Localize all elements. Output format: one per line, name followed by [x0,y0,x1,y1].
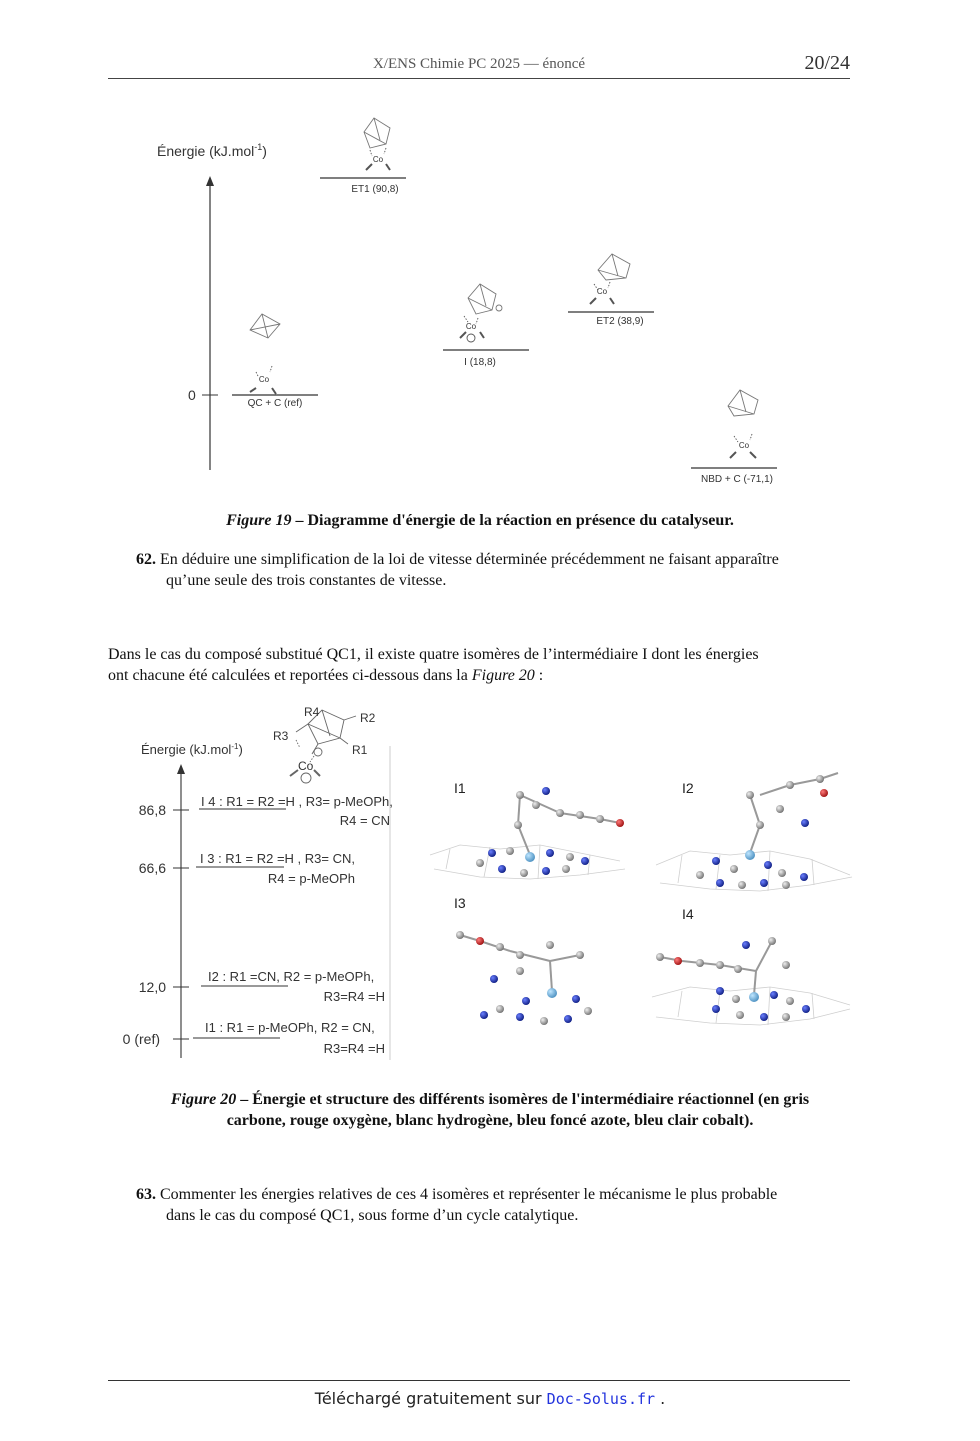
figure20-energy-diagram [108,698,398,1068]
doc-solus-link[interactable]: Doc-Solus.fr [546,1390,656,1408]
isomer-structure-i2 [656,773,852,891]
isomer-level-i4 [139,794,393,828]
svg-text:R3: R3 [273,729,289,743]
svg-text:I1: I1 [454,780,466,796]
figure19-level-qc [232,314,318,409]
svg-text:I 3 : R1 = R2 =H , R3= CN,: I 3 : R1 = R2 =H , R3= CN, [200,851,355,866]
norbornadiene-molecule-icon [598,254,630,280]
paragraph-line1: Dans le cas du composé substitué QC1, il existe quatre isomères de l’intermédiaire I dont les énergies [108,646,759,663]
svg-text:R3=R4 =H: R3=R4 =H [323,989,385,1004]
question-62-line2: qu’une seule des trois constantes de vitesse. [166,572,447,589]
svg-text:R4 = CN: R4 = CN [339,813,390,828]
isomer-level-i3 [139,851,355,886]
svg-text:I 4 : R1 = R2 =H , R3= p-MeOPh: I 4 : R1 = R2 =H , R3= p-MeOPh, [201,794,393,809]
svg-text:ET1 (90,8): ET1 (90,8) [351,184,399,195]
svg-text:12,0: 12,0 [138,979,166,995]
figure19-level-i [443,284,529,368]
page-header [108,52,850,79]
figure20-molecular-structures [420,765,860,1065]
figure20-ylabel: Énergie (kJ.mol$^{-1}$) [141,742,243,757]
svg-text:I2 : R1 =CN, R2 = p-MeOPh,: I2 : R1 =CN, R2 = p-MeOPh, [208,969,375,984]
svg-text:I4: I4 [682,906,694,922]
figure19-level-nbd [691,390,777,485]
intermediate-molecule-icon [468,284,502,314]
figure20-axis-arrow-icon [177,764,185,774]
question-63-line2: dans le cas du composé QC1, sous forme d’un cycle catalytique. [166,1207,579,1224]
question-63-number: 63. [136,1186,156,1203]
figure19-caption: Figure 19 – Diagramme d'énergie de la réaction en présence du catalyseur. [226,512,734,529]
isomer-structure-i4 [652,906,850,1025]
norbornadiene-molecule-icon [364,118,390,148]
question-63-line1: Commenter les énergies relatives de ces 4 isomères et représenter le mécanisme le plus probable [160,1186,778,1203]
svg-text:Co: Co [298,759,314,773]
figure19-axis-arrow-icon [206,176,214,186]
svg-text:Co: Co [738,441,750,450]
svg-text:R1: R1 [352,743,368,757]
question-63 [136,1184,856,1205]
figure19-energy-diagram [150,110,830,500]
question-62-line1: En déduire une simplification de la loi de vitesse déterminée précédemment ne faisant apparaître [160,551,779,568]
svg-text:I2: I2 [682,780,694,796]
svg-text:NBD + C (-71,1): NBD + C (-71,1) [701,474,773,485]
norbornadiene-molecule-icon [728,390,758,416]
svg-text:QC + C (ref): QC + C (ref) [247,398,303,409]
svg-text:R3=R4 =H: R3=R4 =H [323,1041,385,1056]
header-title: X/ENS Chimie PC 2025 — énoncé [372,56,586,72]
figure19-level-et1 [320,118,406,195]
svg-text:I1 : R1 = p-MeOPh, R2 = CN,: I1 : R1 = p-MeOPh, R2 = CN, [205,1020,375,1035]
svg-text:0 (ref): 0 (ref) [122,1031,160,1047]
paragraph-line2: ont chacune été calculées et reportées ci-dessous dans la Figure 20 : [108,667,544,684]
svg-text:Co: Co [465,322,477,331]
svg-text:I3: I3 [454,895,466,911]
svg-text:86,8: 86,8 [138,802,166,818]
isomer-structure-i3 [454,895,592,1025]
svg-text:I (18,8): I (18,8) [464,357,496,368]
question-62-number: 62. [136,551,156,568]
svg-text:Co: Co [596,287,608,296]
page-number: 20/24 [804,52,850,74]
svg-text:Co: Co [372,155,384,164]
quadricyclane-molecule-icon [250,314,280,338]
footer-rule [108,1380,850,1381]
svg-text:R4 = p-MeOPh: R4 = p-MeOPh [267,871,355,886]
svg-text:ET2 (38,9): ET2 (38,9) [596,316,644,327]
isomer-level-i1 [123,1020,385,1056]
question-62 [136,549,856,570]
isomer-level-i2 [139,969,385,1004]
figure20-caption: Figure 20 – Énergie et structure des différents isomères de l'intermédiaire réactionnel (en gris carbone, rouge oxygène, blanc hydrogène, bleu foncé azote, bleu clair cobalt). [170,1091,810,1129]
svg-text:R2: R2 [360,711,376,725]
svg-text:R4: R4 [304,705,320,719]
svg-text:66,6: 66,6 [138,860,166,876]
svg-text:Co: Co [258,375,270,384]
figure19-ylabel: Énergie (kJ.mol$^{-1}$) [157,142,267,159]
figure19-level-et2 [568,254,654,327]
page-footer: Téléchargé gratuitement sur Doc-Solus.fr . [314,1389,666,1408]
figure19-zero-label: 0 [188,387,196,403]
isomer-structure-i1 [430,780,625,879]
